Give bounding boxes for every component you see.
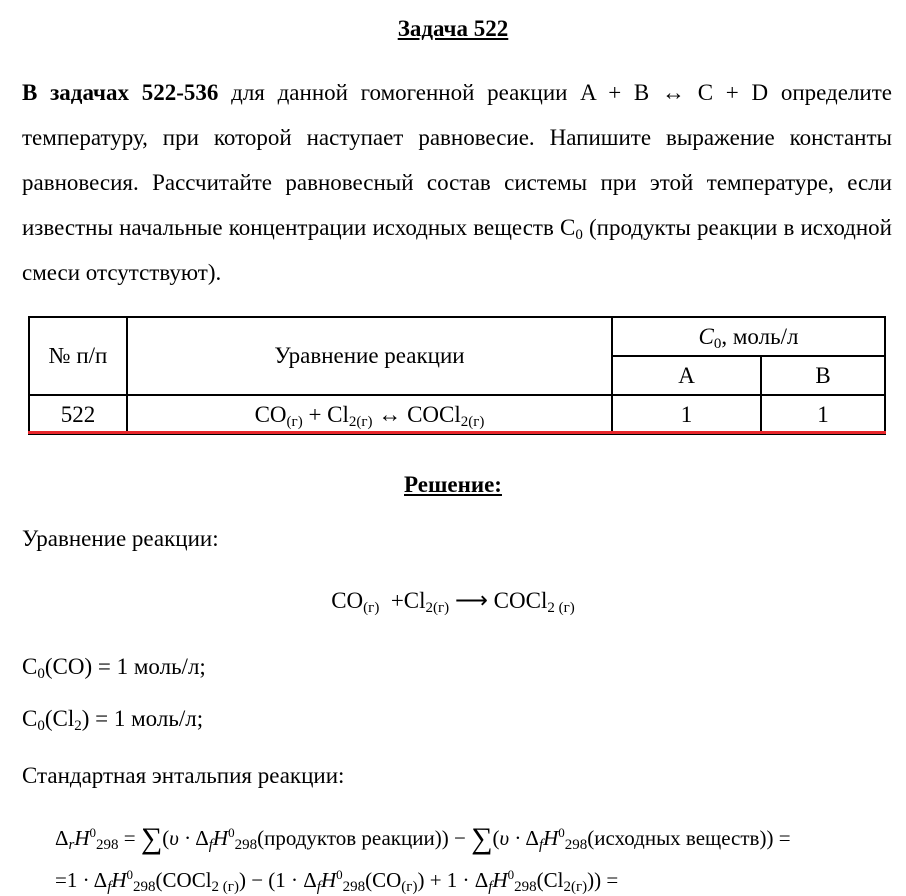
- subscript: 0: [37, 718, 45, 734]
- co: (CO: [365, 868, 402, 892]
- eq-part: + Cl: [302, 401, 349, 427]
- text: (CO) = 1 моль/л;: [44, 654, 206, 679]
- cl2: (Cl: [536, 868, 564, 892]
- eq-part: CO: [254, 401, 287, 427]
- subscript: 0: [713, 335, 722, 352]
- task-description: [22, 70, 892, 295]
- enthalpy-label: Стандартная энтальпия реакции:: [22, 763, 345, 788]
- reactants-label: (исходных веществ): [587, 826, 767, 850]
- task-table: [28, 316, 886, 435]
- cell-equation: [127, 395, 612, 434]
- unit: , моль/л: [721, 323, 799, 349]
- subscript: 0: [37, 666, 45, 682]
- reaction-equation: [0, 588, 906, 614]
- task-text: для данной гомогенной реакции A + B ↔ C + D определите температуру, при которой наступает равновесие. Напишите выражение константы равновесия. Рассчитайте равновесный состав системы при этой температуре, если известны начальные концентрации исходных веществ С: [22, 80, 892, 240]
- header-equation: Уравнение реакции: [127, 317, 612, 395]
- cell-number: 522: [29, 395, 127, 434]
- subscript: 2: [74, 718, 82, 734]
- eq-part: COCl: [493, 588, 548, 613]
- subscript: (г): [401, 879, 418, 895]
- equation-label: Уравнение реакции:: [22, 526, 219, 551]
- task-range: В задачах 522-536: [22, 80, 219, 105]
- task-title: Задача 522: [397, 16, 509, 41]
- products-label: (продуктов реакции): [257, 826, 442, 850]
- header-number: № п/п: [29, 317, 127, 395]
- table-row: [29, 395, 885, 434]
- subscript: 2(г): [460, 413, 485, 430]
- header-a: A: [612, 356, 761, 395]
- enthalpy-formula-1: $\Delta_rH^0_{298} = \sum(\upsilon$ · $\Delta_fH^0_{298}(продуктов$ реакции)) − $\sum(\upsilon \cdot \Delta_fH^0_{298}(исходных$ веществ)) =: [55, 822, 791, 855]
- subscript: 0: [575, 227, 583, 243]
- eq-part: CO: [331, 588, 364, 613]
- subscript: 2(г): [563, 879, 588, 895]
- c0-cl2: [22, 706, 203, 732]
- cocl2: (COCl: [155, 868, 212, 892]
- arrow: ⟶: [449, 588, 494, 613]
- c0-co: [22, 654, 206, 680]
- c0-symbol: C: [698, 323, 714, 349]
- cell-a: 1: [612, 395, 761, 434]
- subscript: (г): [286, 413, 303, 430]
- task-tail: (продукты реакции в исходной смеси отсутствуют).: [22, 215, 892, 285]
- enthalpy-formula-2: $=1 \cdot \Delta_fH^0_{298}(COCl_{2 (г)}) - (1 \cdot \Delta_fH^0_{298}(CO_{(г)}) + 1 \cdot \Delta_fH^0_{298}(Cl_{2(г)}))$ =: [55, 867, 619, 895]
- text: ) = 1 моль/л;: [81, 706, 204, 731]
- subscript: 2 (г): [211, 879, 239, 895]
- text: C: [22, 654, 38, 679]
- red-underline: [28, 431, 886, 434]
- subscript: (г): [363, 600, 380, 616]
- header-c0: [612, 317, 885, 356]
- eq-part: ↔ COCl: [372, 401, 461, 427]
- subscript: 2(г): [348, 413, 373, 430]
- text: C: [22, 706, 38, 731]
- cell-b: 1: [761, 395, 885, 434]
- header-b: B: [761, 356, 885, 395]
- subscript: 2 (г): [547, 600, 575, 616]
- eq-part: +Cl: [379, 588, 426, 613]
- solution-heading: Решение:: [404, 472, 502, 497]
- subscript: 2(г): [425, 600, 450, 616]
- text: (Cl: [44, 706, 75, 731]
